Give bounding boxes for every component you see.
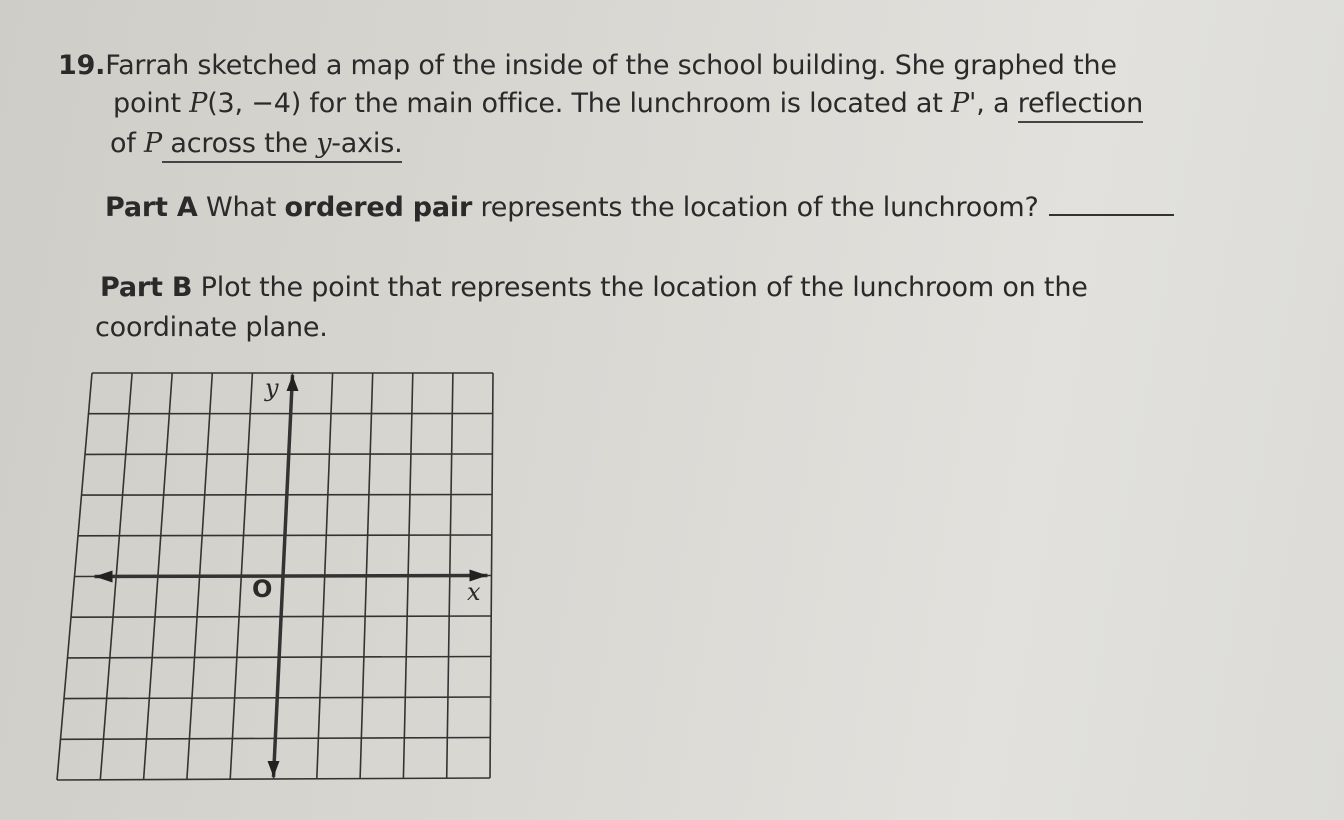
point-name: P — [189, 88, 208, 119]
text: What — [197, 192, 285, 223]
question-number: 19. — [58, 50, 106, 81]
underlined-reflection: reflection — [1018, 88, 1143, 123]
part-a-label: Part A — [105, 192, 198, 223]
text: -axis. — [331, 128, 403, 159]
grid — [57, 373, 493, 780]
point-prime: P' — [951, 88, 977, 119]
y-axis-up-arrow-icon — [287, 375, 299, 391]
x-axis-left-arrow-icon — [95, 571, 113, 583]
text: , a — [976, 88, 1018, 119]
text: represents the location of the lunchroom? — [472, 192, 1039, 223]
point-name: P — [144, 128, 162, 159]
text: point — [113, 88, 190, 119]
text: for the main office. The lunchroom is located at — [301, 88, 952, 119]
bold-term: ordered pair — [284, 192, 473, 223]
y-axis-label: y — [265, 374, 279, 402]
origin-label: O — [252, 575, 273, 603]
text: coordinate plane. — [95, 312, 328, 343]
text: across the — [161, 128, 317, 159]
text: of — [110, 128, 145, 159]
question-text-1: Farrah sketched a map of the inside of the school building. She graphed the — [105, 50, 1117, 81]
y-axis-down-arrow-icon — [268, 761, 280, 777]
x-axis-label: x — [467, 578, 481, 606]
axis-name: y — [316, 128, 332, 159]
grid-line-horizontal — [57, 778, 490, 780]
part-b-label: Part B — [100, 272, 193, 303]
x-axis — [95, 576, 488, 577]
text: Plot the point that represents the location of the lunchroom on the — [192, 272, 1088, 303]
point-coords: (3, −4) — [207, 88, 302, 119]
